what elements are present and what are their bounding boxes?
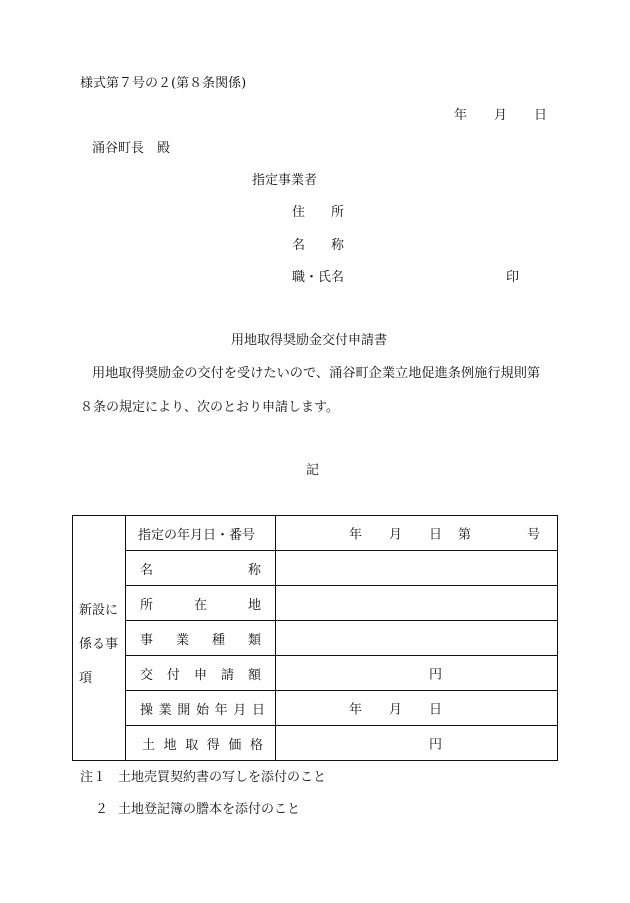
- label-char: 始: [195, 702, 209, 718]
- row-value-location: [276, 586, 558, 621]
- row-value-land-price: 円: [276, 726, 558, 761]
- date-day: 日: [534, 108, 548, 123]
- label-char: 付: [166, 667, 180, 683]
- label-char: 得: [206, 737, 220, 753]
- table-row: [73, 551, 558, 586]
- label-char: 業: [175, 632, 189, 648]
- label-char: 日: [251, 702, 265, 718]
- row-label-grant-amount: [126, 656, 276, 691]
- label-char: 名: [140, 562, 154, 578]
- label-char: 事: [140, 632, 154, 648]
- table-row: [73, 656, 558, 691]
- note-1: 土地売買契約書の写しを添付のこと: [118, 770, 327, 785]
- date-month: 月: [494, 108, 508, 123]
- label-char: 類: [247, 632, 261, 648]
- label-char: 格: [249, 737, 263, 753]
- group-label-line: 新設に: [79, 603, 119, 618]
- label-char: 地: [247, 597, 261, 613]
- table-row: [73, 621, 558, 656]
- row-value-grant-amount: 円: [276, 656, 558, 691]
- applicant-heading: 指定事業者: [252, 173, 318, 188]
- label-char: 在: [193, 597, 207, 613]
- row-label-start-date: [126, 691, 276, 726]
- note-number-2: ２: [95, 802, 109, 817]
- row-label-location: [126, 586, 276, 621]
- body-line-1: 用地取得奨励金の交付を受けたいので、涌谷町企業立地促進条例施行規則第: [92, 366, 541, 381]
- body-line-2: ８条の規定により、次のとおり申請します。: [80, 400, 339, 415]
- group-label-line: 項: [79, 671, 93, 686]
- note-2: 土地登記簿の謄本を添付のこと: [118, 802, 301, 817]
- label-char: 価: [228, 737, 242, 753]
- label-char: 地: [163, 737, 177, 753]
- row-value-name: [276, 551, 558, 586]
- label-char: 開: [177, 702, 191, 718]
- group-label-line: 係る事: [79, 637, 119, 652]
- form-number: 様式第７号の２(第８条関係): [80, 76, 247, 91]
- label-char: 称: [247, 562, 261, 578]
- label-char: 額: [247, 667, 261, 683]
- group-label-cell: [73, 516, 126, 761]
- row-label-designation: 指定の年月日・番号: [126, 516, 276, 551]
- date-year: 年: [454, 108, 468, 123]
- row-label-business-type: [126, 621, 276, 656]
- row-label-name: [126, 551, 276, 586]
- seal-mark: 印: [506, 270, 520, 285]
- table-row: [73, 691, 558, 726]
- note-prefix: 注１: [80, 770, 107, 785]
- label-char: 年: [214, 702, 228, 718]
- address-label: 住 所: [292, 205, 345, 220]
- label-char: 請: [220, 667, 234, 683]
- label-char: 交: [140, 667, 154, 683]
- label-char: 操: [140, 702, 154, 718]
- table-row: [73, 516, 558, 551]
- label-char: 申: [193, 667, 207, 683]
- addressee: 涌谷町長 殿: [92, 141, 171, 156]
- name-label: 名 称: [292, 238, 345, 253]
- row-value-designation: 年 月 日 第 号: [276, 516, 558, 551]
- table-row: [73, 586, 558, 621]
- label-char: 種: [211, 632, 225, 648]
- row-value-business-type: [276, 621, 558, 656]
- title-name-label: 職・氏名: [292, 270, 345, 285]
- application-table: [72, 515, 558, 761]
- label-char: 所: [140, 597, 154, 613]
- label-char: 月: [233, 702, 247, 718]
- row-label-land-price: [126, 726, 276, 761]
- label-char: 業: [158, 702, 172, 718]
- row-value-start-date: 年 月 日: [276, 691, 558, 726]
- label-char: 取: [185, 737, 199, 753]
- table-row: [73, 726, 558, 761]
- label-char: 土: [142, 737, 156, 753]
- document-title: 用地取得奨励金交付申請書: [231, 333, 388, 348]
- ki-mark: 記: [306, 463, 320, 478]
